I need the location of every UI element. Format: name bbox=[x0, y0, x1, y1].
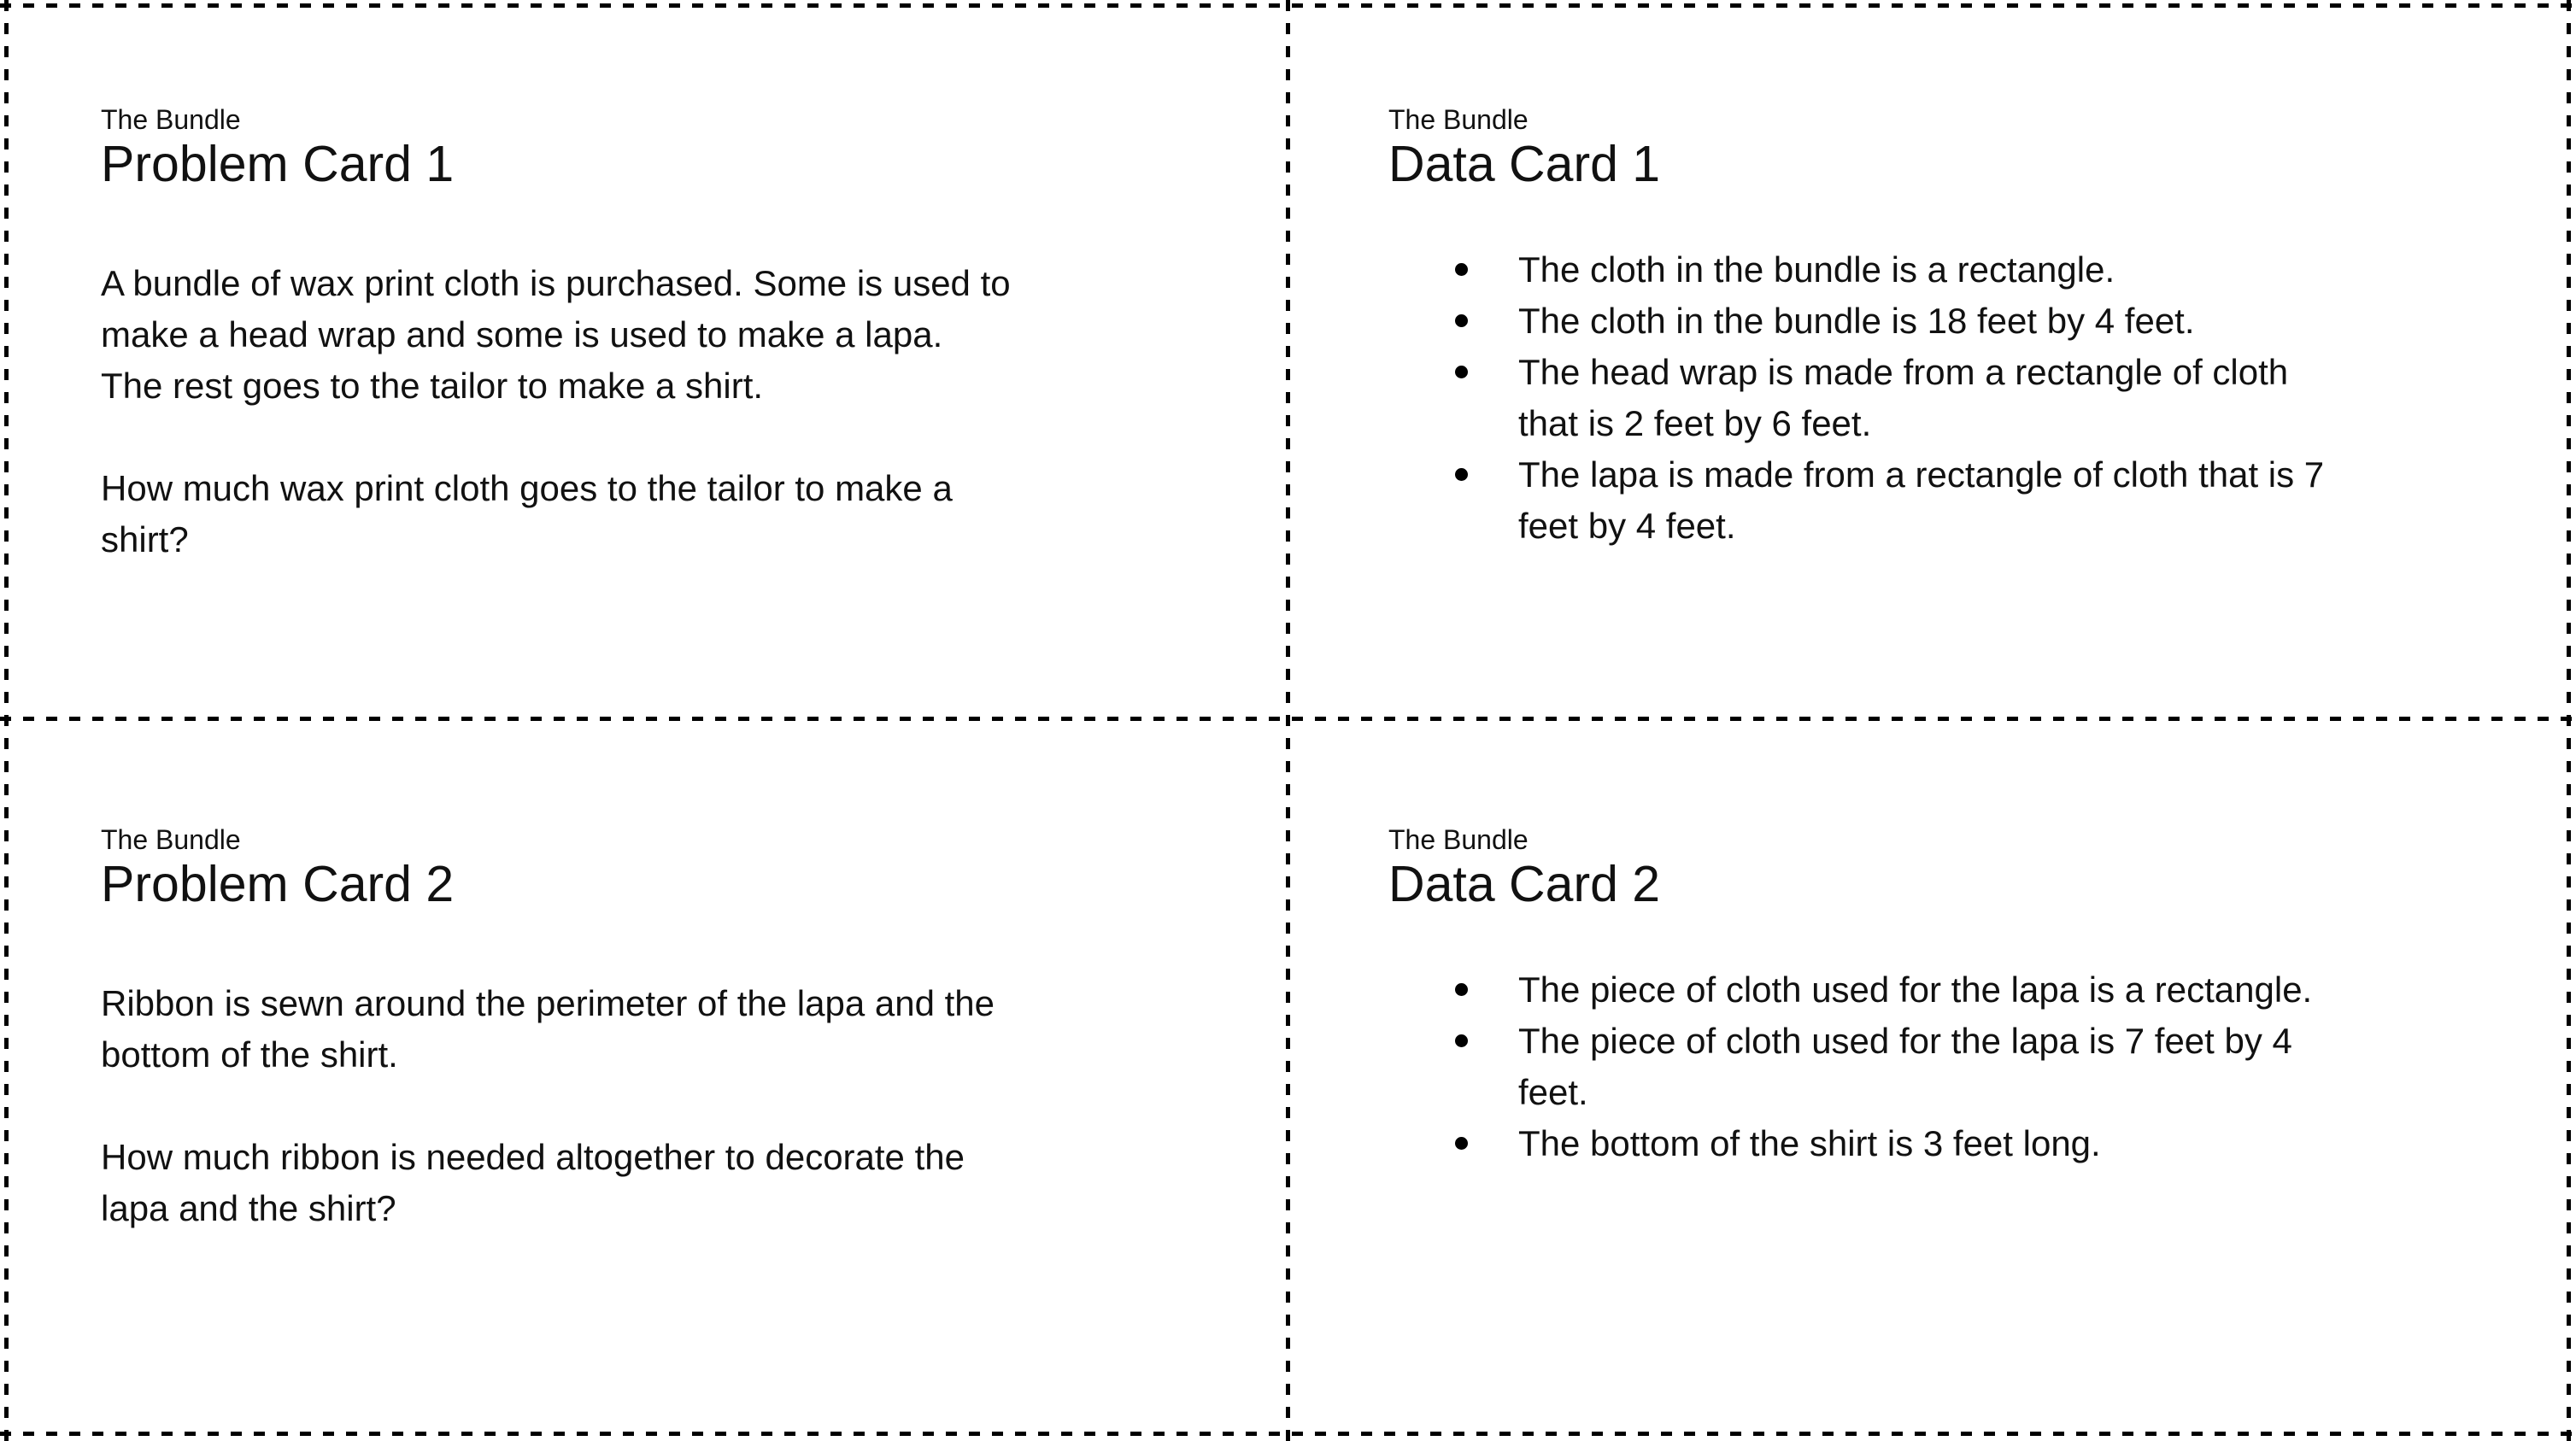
paragraph-line: lapa and the shirt? bbox=[101, 1188, 396, 1228]
card-paragraph bbox=[101, 978, 1202, 1081]
bullet-list bbox=[1388, 244, 2490, 552]
bullet-dot-icon bbox=[1455, 263, 1468, 276]
bullet-dot-icon bbox=[1455, 468, 1468, 481]
bullet-dot-icon bbox=[1455, 314, 1468, 327]
bullet-line: that is 2 feet by 6 feet. bbox=[1518, 403, 1872, 443]
paragraph-line: How much wax print cloth goes to the tailor to make a bbox=[101, 468, 953, 508]
paragraph-line: make a head wrap and some is used to make a lapa. bbox=[101, 314, 943, 354]
bullet-item bbox=[1518, 1016, 2490, 1118]
bullet-dot-icon bbox=[1455, 983, 1468, 996]
problem-card-1 bbox=[0, 0, 1288, 720]
bullet-dot-icon bbox=[1455, 1034, 1468, 1047]
bullet-line: The bottom of the shirt is 3 feet long. bbox=[1518, 1123, 2101, 1163]
bullet-item bbox=[1518, 296, 2490, 347]
bullet-item bbox=[1518, 244, 2490, 296]
bullet-item bbox=[1518, 449, 2490, 552]
bullet-line: The head wrap is made from a rectangle of cloth bbox=[1518, 352, 2289, 392]
card-title: Data Card 1 bbox=[1388, 136, 1661, 192]
bullet-line: The lapa is made from a rectangle of cloth that is 7 bbox=[1518, 454, 2325, 495]
problem-card-2 bbox=[0, 720, 1288, 1440]
bullet-item bbox=[1518, 1118, 2490, 1169]
card-title: Data Card 2 bbox=[1388, 856, 1661, 912]
bullet-line: The piece of cloth used for the lapa is a rectangle. bbox=[1518, 969, 2313, 1010]
paragraph-line: Ribbon is sewn around the perimeter of the lapa and the bbox=[101, 983, 995, 1023]
bullet-line: The piece of cloth used for the lapa is 7 feet by 4 bbox=[1518, 1021, 2292, 1061]
paragraph-line: bottom of the shirt. bbox=[101, 1034, 398, 1075]
bullet-line: The cloth in the bundle is a rectangle. bbox=[1518, 249, 2115, 290]
card-paragraph bbox=[101, 258, 1202, 412]
bullet-list bbox=[1388, 964, 2490, 1169]
card-kicker: The Bundle bbox=[101, 824, 241, 855]
bullet-dot-icon bbox=[1455, 366, 1468, 378]
paragraph-line: The rest goes to the tailor to make a shirt. bbox=[101, 366, 764, 406]
bullet-line: feet by 4 feet. bbox=[1518, 506, 1736, 546]
card-title: Problem Card 1 bbox=[101, 136, 455, 192]
bullet-dot-icon bbox=[1455, 1137, 1468, 1150]
paragraph-line: How much ribbon is needed altogether to decorate the bbox=[101, 1137, 965, 1177]
card-paragraph bbox=[101, 1132, 1202, 1234]
data-card-2 bbox=[1288, 720, 2575, 1440]
data-card-1 bbox=[1288, 0, 2575, 720]
bullet-item bbox=[1518, 347, 2490, 449]
paragraph-line: A bundle of wax print cloth is purchased. Some is used to bbox=[101, 263, 1011, 303]
bullet-item bbox=[1518, 964, 2490, 1016]
card-title: Problem Card 2 bbox=[101, 856, 455, 912]
card-kicker: The Bundle bbox=[101, 104, 241, 135]
paragraph-line: shirt? bbox=[101, 519, 189, 559]
bullet-line: feet. bbox=[1518, 1072, 1588, 1112]
card-kicker: The Bundle bbox=[1388, 104, 1529, 135]
card-paragraph bbox=[101, 463, 1202, 565]
bullet-line: The cloth in the bundle is 18 feet by 4 feet. bbox=[1518, 301, 2195, 341]
card-kicker: The Bundle bbox=[1388, 824, 1529, 855]
